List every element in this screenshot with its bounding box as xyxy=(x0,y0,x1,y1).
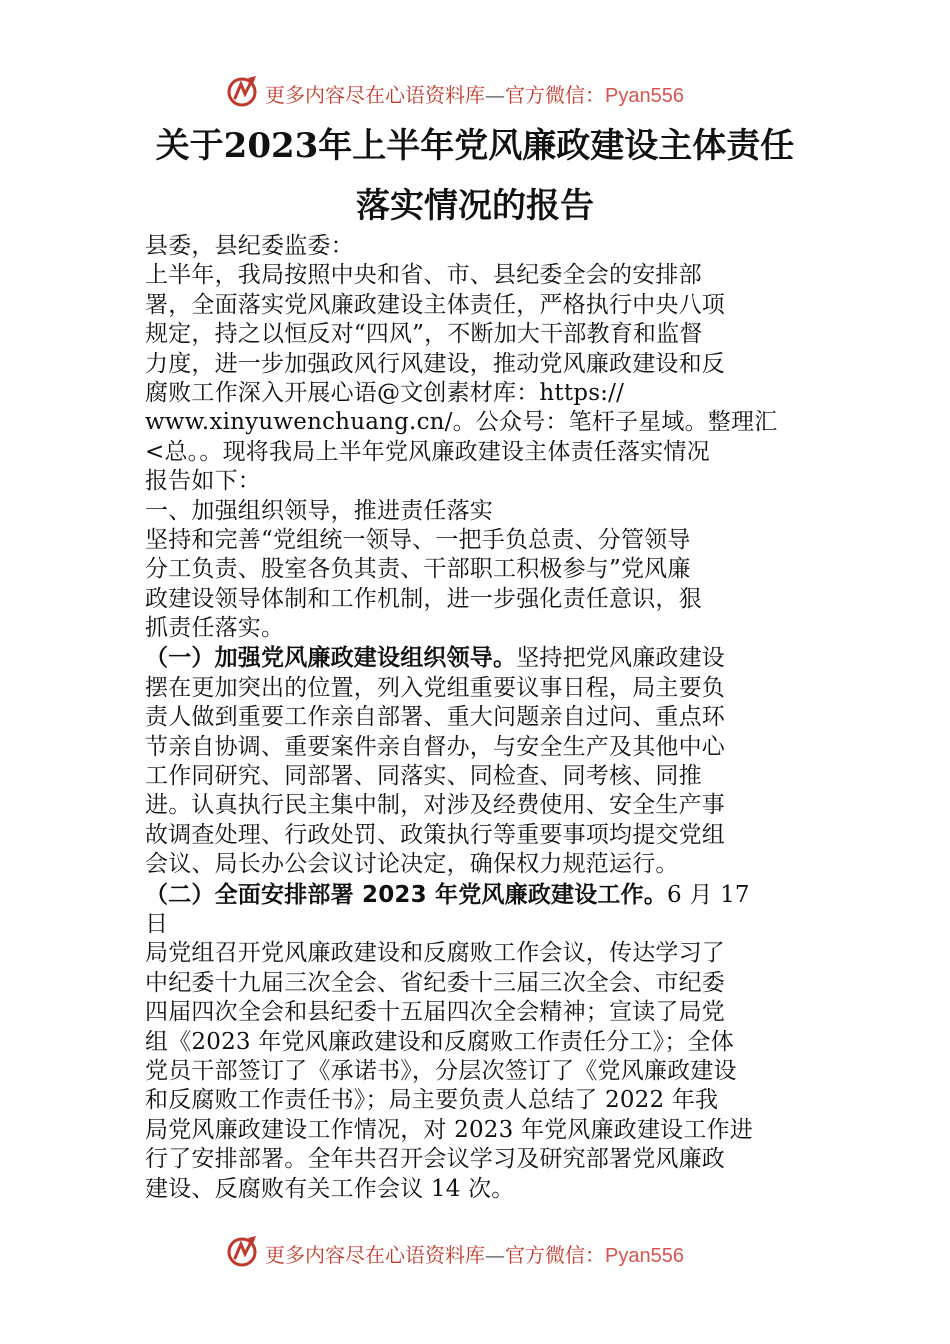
brand-logo-icon xyxy=(226,74,260,108)
paragraph-line: 上半年，我局按照中央和省、市、县纪委全会的安排部 xyxy=(145,262,702,289)
paragraph-line: 会议、局长办公会议讨论决定，确保权力规范运行。 xyxy=(145,851,679,878)
paragraph-line: www.xinyuwenchuang.cn/。公众号：笔杆子星域。整理汇 xyxy=(145,409,778,436)
paragraph-line: 坚持和完善“党组统一领导、一把手负总责、分管领导 xyxy=(145,526,691,553)
paragraph-line: 局党组召开党风廉政建设和反腐败工作会议，传达学习了 xyxy=(145,940,725,967)
paragraph-line: 署，全面落实党风廉政建设主体责任，严格执行中央八项 xyxy=(145,291,725,318)
paragraph-line: 力度，进一步加强政风行风建设，推动党风廉政建设和反 xyxy=(145,350,725,377)
watermark-dash: — xyxy=(485,1243,505,1267)
paragraph-line: 工作同研究、同部署、同落实、同检查、同考核、同推 xyxy=(145,763,702,790)
brand-logo-icon xyxy=(226,1234,260,1268)
paragraph-line: 分工负责、股室各负其责、干部职工积极参与”党风廉 xyxy=(145,556,691,583)
paragraph-line: 四届四次全会和县纪委十五届四次全会精神；宣读了局党 xyxy=(145,999,725,1026)
watermark-text xyxy=(265,1239,684,1268)
subsection-2-text: 6 月 17 xyxy=(667,881,750,908)
watermark-wechat-label: 官方微信： xyxy=(505,1243,605,1267)
paragraph-line: 摆在更加突出的位置，列入党组重要议事日程，局主要负 xyxy=(145,674,725,701)
subsection-1-heading: （一）加强党风廉政建设组织领导。 xyxy=(145,645,517,672)
document-title-line-2: 落实情况的报告 xyxy=(356,186,594,226)
paragraph-line: 中纪委十九届三次全会、省纪委十三届三次全会、市纪委 xyxy=(145,969,725,996)
watermark-account: Pyan556 xyxy=(605,85,684,107)
watermark-banner-top xyxy=(0,72,950,112)
document-body xyxy=(145,232,805,1204)
paragraph-line: 责人做到重要工作亲自部署、重大问题亲自过问、重点环 xyxy=(145,704,725,731)
paragraph-line: 抓责任落实。 xyxy=(145,615,285,642)
paragraph-line: 和反腐败工作责任书》；局主要负责人总结了 2022 年我 xyxy=(145,1087,719,1114)
paragraph-line: 组《2023 年党风廉政建设和反腐败工作责任分工》；全体 xyxy=(145,1028,734,1055)
paragraph-line: 进。认真执行民主集中制，对涉及经费使用、安全生产事 xyxy=(145,792,725,819)
paragraph-line: 党员干部签订了《承诺书》，分层次签订了《党风廉政建设 xyxy=(145,1057,737,1084)
watermark-banner-bottom xyxy=(0,1232,950,1272)
paragraph-line: 日 xyxy=(145,910,169,937)
paragraph-line: 报告如下： xyxy=(145,468,261,495)
watermark-wechat-label: 官方微信： xyxy=(505,83,605,107)
watermark-dash: — xyxy=(485,83,505,107)
paragraph-line: 故调查处理、行政处罚、政策执行等重要事项均提交党组 xyxy=(145,821,725,848)
subsection-2-line xyxy=(145,881,805,910)
paragraph-line: 节亲自协调、重要案件亲自督办，与安全生产及其他中心 xyxy=(145,733,725,760)
watermark-main: 更多内容尽在心语资料库 xyxy=(265,83,485,107)
paragraph-line: <总。。现将我局上半年党风廉政建设主体责任落实情况 xyxy=(145,438,710,465)
paragraph-line: 政建设领导体制和工作机制，进一步强化责任意识，狠 xyxy=(145,585,702,612)
section-heading-1: 一、加强组织领导，推进责任落实 xyxy=(145,497,493,524)
paragraph-line: 规定，持之以恒反对“四风”，不断加大干部教育和监督 xyxy=(145,321,703,348)
watermark-text xyxy=(265,79,684,108)
paragraph-line: 腐败工作深入开展心语@文创素材库：https:// xyxy=(145,379,625,406)
watermark-main: 更多内容尽在心语资料库 xyxy=(265,1243,485,1267)
paragraph-line: 局党风廉政建设工作情况，对 2023 年党风廉政建设工作进 xyxy=(145,1116,753,1143)
salutation: 县委，县纪委监委： xyxy=(145,233,354,259)
document-title-line-1: 关于2023年上半年党风廉政建设主体责任 xyxy=(155,126,795,166)
paragraph-line: 行了安排部署。全年共召开会议学习及研究部署党风廉政 xyxy=(145,1146,725,1173)
subsection-2-heading: （二）全面安排部署 2023 年党风廉政建设工作。 xyxy=(145,881,668,908)
subsection-1-text: 坚持把党风廉政建设 xyxy=(516,645,726,672)
paragraph-line: 建设、反腐败有关工作会议 14 次。 xyxy=(145,1175,515,1202)
subsection-1-line xyxy=(145,644,805,673)
watermark-account: Pyan556 xyxy=(605,1245,684,1267)
